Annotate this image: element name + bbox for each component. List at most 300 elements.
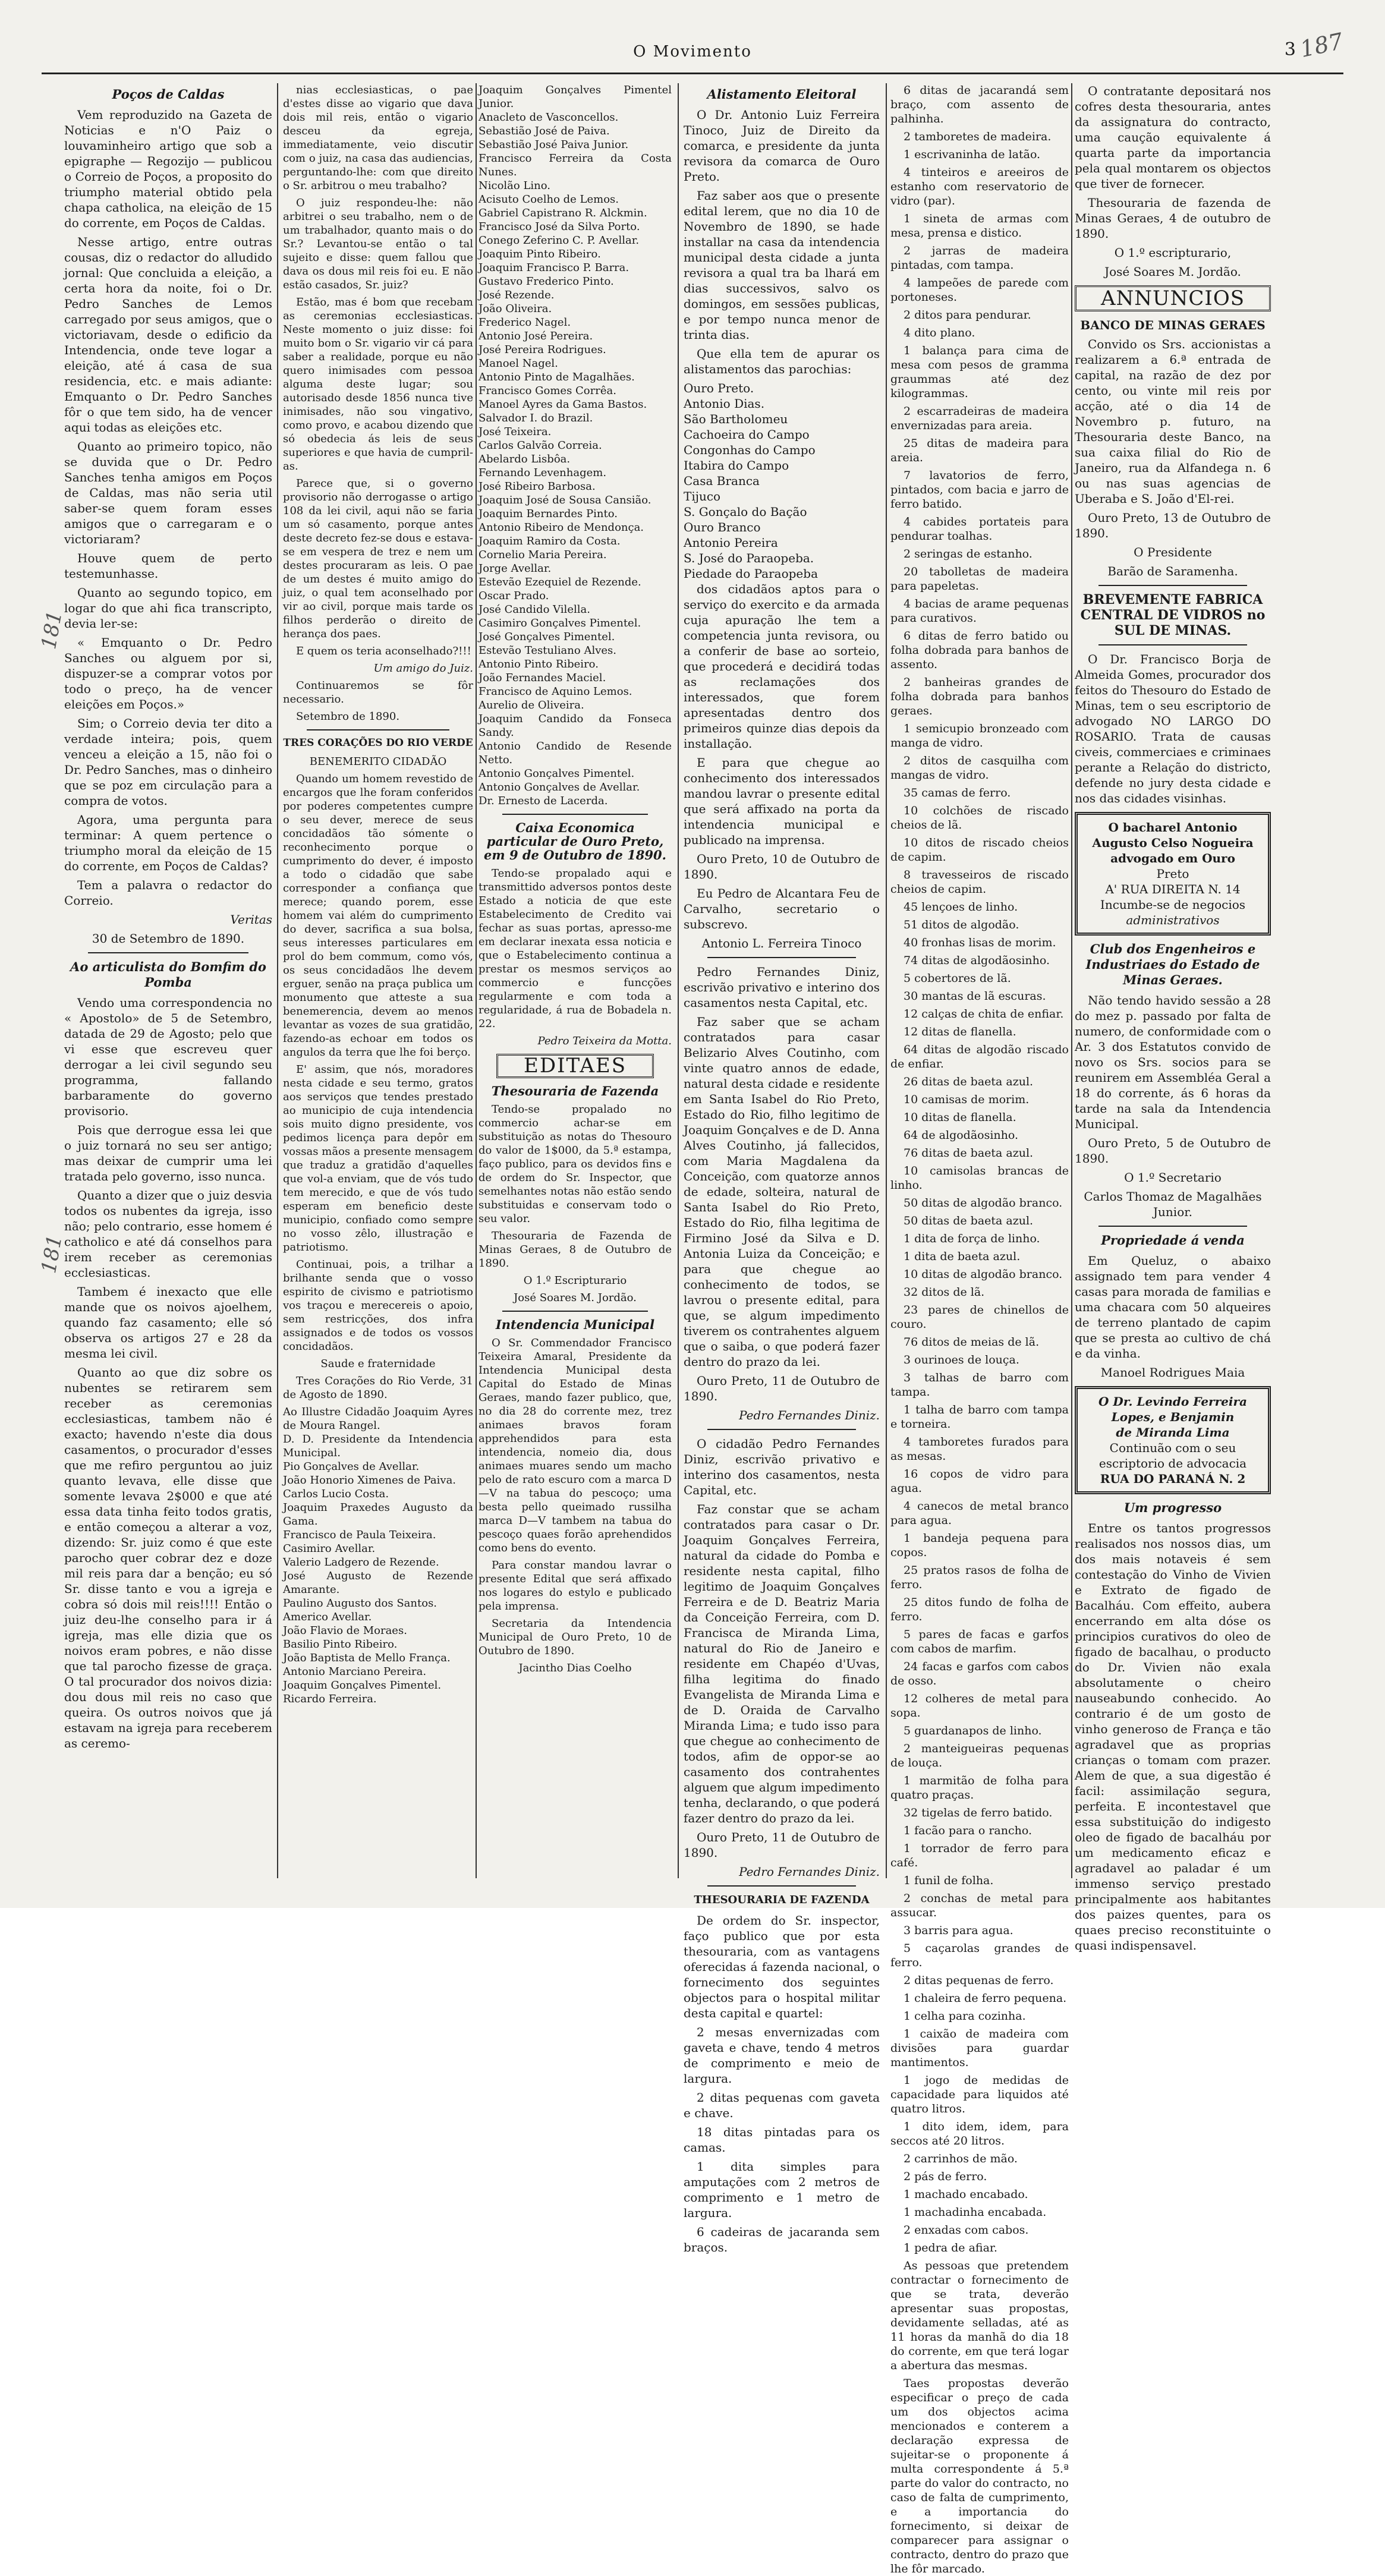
signatory: João Flavio de Moraes.	[283, 1624, 407, 1637]
supply-item: 30 mantas de lã escuras.	[904, 990, 1046, 1003]
signatory: Ao Illustre Cidadão Joaquim Ayres de Moura Rangel.	[283, 1406, 473, 1432]
supply-item: 1 dito idem, idem, para seccos até 20 litros.	[890, 2120, 1069, 2147]
signature: O 1.º escripturario,	[1114, 245, 1232, 260]
supply-item: 10 colchões de riscado cheios de lã.	[890, 804, 1069, 832]
signatory: Oscar Prado.	[479, 590, 549, 602]
paragraph: « Emquanto o Dr. Pedro Sanches ou alguem por si, dispuzer-se a comprar votos por todo o preço, ha de vencer eleições em Poços.»	[64, 635, 272, 711]
paragraph: O juiz respondeu-lhe: não arbitrei o seu trabalho, nem o de um trabalhador, quanto mais o do Sr.? Levantou-se então o tal sujeito e disse: quem fallou que dava os dous mil reis foi eu. E não estão casados, Sr. juiz?	[283, 197, 473, 291]
signatory: João Honorio Ximenes de Paiva.	[283, 1474, 457, 1487]
paragraph: Quando um homem revestido de encargos que lhe foram conferidos por poderes competentes cumpre o seu dever, merece de seus concidadãos tão sómente o reconhecimento porque o cumprimento do dever, é imposto a todo o cidadão que sabe corresponder a confiança que merece; quando porem, esse homem vai além do cumprimento do dever, sacrifica a sua bolsa, seus interesses particulares em prol do bem commum, como vós, os seus concidadãos lhe devem erguer, senão na praça publica um monumento que atteste a sua benemerencia, devem ao menos levantar as vozes de sua gratidão, fazendo-as echoar em todos os angulos da terra que lhe foi berço.	[283, 773, 473, 1059]
paragraph: Ouro Preto, 11 de Outubro de 1890.	[684, 1830, 880, 1860]
divider	[707, 957, 856, 958]
dateline: 30 de Setembro de 1890.	[92, 931, 245, 946]
signatory: Paulino Augusto dos Santos.	[283, 1597, 437, 1610]
paragraph: Quanto a dizer que o juiz desvia todos os nubentes da igreja, isso não; pelo contrario, esse homem é catholico e até dá conselhos para irem receber as ceremonias ecclesiasticas.	[64, 1188, 272, 1280]
parish: São Bartholomeu	[684, 412, 788, 426]
supply-item: 2 seringas de estanho.	[904, 547, 1033, 560]
signatory: Joaquim Praxedes Augusto da Gama.	[283, 1501, 473, 1528]
paragraph: Estão, mas é bom que recebam as ceremonias ecclesiasticas. Neste momento o juiz disse: foi muito bom o Sr. vigario vir cá para saber a realidade, porque eu não quero inimisades com pessoa alguma deste lugar; sou autorisado desde 1856 nunca tive inimisades, não sou vingativo, como provo, e acabou dizendo que só obedecia ás leis de seus superiores e que havia de cumpril-as.	[283, 296, 473, 473]
supply-item: 12 calças de chita de enfiar.	[904, 1007, 1064, 1021]
parish: Antonio Dias.	[684, 396, 765, 411]
supply-item: 51 ditos de algodão.	[904, 918, 1019, 931]
ad-line: administrativos	[1126, 913, 1220, 927]
supply-item: 1 semicupio bronzeado com manga de vidro.	[890, 722, 1069, 750]
parish: Piedade do Paraopeba	[684, 566, 818, 581]
signatory: Joaquim Candido da Fonseca Sandy.	[479, 713, 672, 739]
ad-text: Não tendo havido sessão a 28 do mez p. passado por falta de numero, de conformidade com o Ar. 3 dos Estatutos convido de novo os Srs. socios para se reunirem em Assembléa Geral a 18 do corrente, ás 6 horas da tarde na sala da Intendencia Municipal.	[1075, 993, 1271, 1131]
paragraph: O Sr. Commendador Francisco Teixeira Amaral, Presidente da Intendencia Municipal desta Capital do Estado de Minas Geraes, mando fazer publico, que, no dia 28 do corrente mez, trez animaes bravos foram apprehendidos para esta intendencia, nomeio dia, dous animaes muares sendo um macho pelo de rato escuro com a marca D—V na tabua do pescoço; uma besta pello queimado russilha marca D—V tambem na tabua do pescoço quaes forão aprehendidos como bens do evento.	[479, 1337, 672, 1554]
margin-note: 181	[37, 609, 67, 651]
divider	[707, 1429, 856, 1430]
column-6	[1075, 83, 1271, 1953]
signatory: José Augusto de Rezende Amarante.	[283, 1570, 473, 1596]
paragraph: Quanto ao que diz sobre os nubentes se retirarem sem receber as ceremonias ecclesiasticas, tambem não é exacto; havendo n'este dia dous casamentos, o procurador d'esses que me refiro perguntou ao juiz quanto levava, elle disse que somente levava 2$000 e que até essa data tinha feito todos gratis, e então começou a alterar a voz, dizendo: Sr. juiz como é que este parocho quer cobrar dez e doze mil reis para dar a benção; eu só Sr. disse tanto e vou a igreja e cobra só dois mil reis!!!! Então o juiz deu-lhe conselho para ir á igreja, mas elle dizia que os noivos eram pobres, e não disse que tal parocho fizesse de graça. O tal procurador dos noivos dizia: dou dous mil reis no caso que queira. Os outros noivos que já estavam na igreja para receberem as ceremo-	[64, 1365, 272, 1750]
article-title: TRES CORAÇÕES DO RIO VERDE	[283, 737, 473, 749]
supply-item: 25 ditos fundo de folha de ferro.	[890, 1596, 1069, 1623]
column-3	[479, 83, 672, 1878]
paragraph: Vendo uma correspondencia no « Apostolo» de 5 de Setembro, datada de 29 de Agosto; pelo que vi esse que escreveu quer derrogar a lei civil segundo seu programma, fallando barbaramente do governo provisorio.	[64, 996, 272, 1118]
ad-line: de Miranda Lima	[1116, 1425, 1230, 1440]
divider	[88, 952, 248, 953]
supply-item: 2 ditas pequenas de ferro.	[904, 1974, 1054, 1987]
signatory: Antonio Marciano Pereira.	[283, 1665, 427, 1678]
page-number: 3	[1284, 39, 1296, 60]
paragraph: Para constar mandou lavrar o presente Edital que será affixado nos logares do estylo e publicado pela imprensa.	[479, 1559, 672, 1613]
signatory: João Oliveira.	[479, 303, 552, 315]
supply-item: 7 lavatorios de ferro, pintados, com bacia e jarro de ferro batido.	[890, 469, 1069, 511]
ad-box	[1075, 812, 1271, 936]
signatory: Joaquim Gonçalves Pimentel.	[283, 1679, 442, 1692]
supply-item: 1 escrivaninha de latão.	[904, 148, 1041, 161]
paragraph: Tendo-se propalado aqui e transmittido adversos pontos deste Estado a noticia de que este Estabelecimento de Credito vai fechar as suas portas, apresso-me em declarar inexata essa noticia e que o Estabelecimento continua a prestar os mesmos serviços ao commercio e funcções regularmente e com toda a regularidade, á rua de Bobadela n. 22.	[479, 867, 672, 1030]
article-title: Poços de Caldas	[112, 87, 225, 102]
signatory: Antonio José Pereira.	[479, 330, 593, 342]
signatory: Dr. Ernesto de Lacerda.	[479, 795, 608, 807]
supply-item: 1 machadinha encabada.	[904, 2206, 1047, 2219]
parish: Antonio Pereira	[684, 536, 778, 550]
ad-line: O bacharel Antonio	[1108, 820, 1238, 834]
supply-item: 5 cobertores de lã.	[904, 972, 1011, 985]
supply-item: 2 banheiras grandes de folha dobrada para banhos geraes.	[890, 676, 1069, 717]
divider	[502, 1311, 648, 1312]
signatory: Fernando Levenhagem.	[479, 467, 607, 479]
supply-item: 12 colheres de metal para sopa.	[890, 1692, 1069, 1720]
signatories-list	[283, 1405, 473, 1706]
supply-item: 23 pares de chinellos de couro.	[890, 1303, 1069, 1331]
paragraph: Faz saber aos que o presente edital lerem, que no dia 10 de Novembro de 1890, se hade installar na casa da intendencia municipal desta cidade a junta revisora a qual tra ba lhará em dias successivos, salvo os domingos, em sessões publicas, e por tempo nunca menor de trinta dias.	[684, 188, 880, 342]
paragraph: De ordem do Sr. inspector, faço publico que por esta thesouraria, com as vantagens oferecidas á fazenda nacional, o fornecimento dos seguintes objectos para o hospital militar desta capital e quartel:	[684, 1913, 880, 2020]
signatory: José Ribeiro Barbosa.	[479, 480, 596, 493]
paragraph: E' assim, que nós, moradores nesta cidade e seu termo, gratos aos serviços que tendes prestado ao municipio de cuja intendencia sois muito digno presidente, vos pedimos licença para depôr em vossas mãos a presente mensagem que traduz a gratidão d'aquelles que vol-a enviam, que de vós tudo tem merecido, e que de vós tudo esperam em beneficio deste municipio, confiado como sempre no vosso zêlo, illustração e patriotismo.	[283, 1063, 473, 1254]
supply-item: 2 ditos para pendurar.	[904, 308, 1031, 322]
supply-item: 50 ditas de algodão branco.	[904, 1196, 1063, 1210]
signatory: Francisco de Aquino Lemos.	[479, 685, 632, 698]
signatory: Francisco de Paula Teixeira.	[283, 1529, 436, 1541]
supply-item: 16 copos de vidro para agua.	[890, 1467, 1069, 1495]
supply-item: Taes propostas deverão especificar o preço de cada um dos objectos acima mencionados e conterem a declaração expressa de sujeitar-se o proponente á multa correspondente á 5.ª parte do valor do contracto, no caso de falta de cumprimento, e a importancia do fornecimento, si deixar de comparecer para assignar o contracto, dentro do prazo que lhe fôr marcado.	[890, 2377, 1069, 2575]
supply-item: 4 cabides portateis para pendurar toalhas.	[890, 515, 1069, 543]
supply-item: 1 caixão de madeira com divisões para guardar mantimentos.	[890, 2027, 1069, 2069]
supply-item: 1 balança para cima de mesa com pesos de gramma graummas até dez kilogrammas.	[890, 344, 1069, 400]
signatory: Conego Zeferino C. P. Avellar.	[479, 234, 640, 247]
supply-item: 3 barris para agua.	[904, 1924, 1013, 1937]
paragraph: Quanto ao primeiro topico, não se duvida que o Dr. Pedro Sanches tenha amigos em Poços de Caldas, mas não seria util saber-se quem foram esses amigos que o carregaram e o victoriaram?	[64, 439, 272, 546]
column-1	[64, 83, 272, 1878]
supply-item: 4 dito plano.	[904, 326, 975, 339]
signatory: Francisco José da Silva Porto.	[479, 221, 640, 233]
signature: Pedro Teixeira da Motta.	[537, 1035, 672, 1047]
supply-item: 6 ditas de ferro batido ou folha dobrada para banhos de assento.	[890, 629, 1069, 671]
paragraph: Nesse artigo, entre outras cousas, diz o redactor do alludido jornal: Que concluida a eleição, a certa hora da noite, foi o Dr. Pedro Sanches de Lemos carregado por seus amigos, que o victoriavam, desde o edificio da Intendencia, onde teve logar a eleição, até á casa de sua residencia, etc. e mais adiante: Emquanto o Dr. Pedro Sanches fôr o que tem sido, ha de vencer aqui todas as eleições etc.	[64, 235, 272, 434]
parish: S. José do Paraopeba.	[684, 551, 814, 565]
parish: Ouro Branco	[684, 520, 761, 534]
supply-item: 40 fronhas lisas de morim.	[904, 936, 1056, 949]
ad-line: Continuão com o seu escriptorio de advocacia	[1098, 1441, 1247, 1470]
newspaper-title: O Movimento	[633, 43, 752, 61]
paragraph: 18 ditas pintadas para os camas.	[684, 2125, 880, 2155]
paragraph: E para que chegue ao conhecimento dos interessados mandou lavrar o presente edital que será affixado na porta da intendencia municipal e publicado na imprensa.	[684, 755, 880, 847]
paragraph: O contratante depositará nos cofres desta thesouraria, antes da assignatura do contracto, uma caução equivalente á quarta parte da importancia pela qual montarem os objectos que tiver de fornecer.	[1075, 84, 1271, 191]
supply-item: 2 conchas de metal para assucar.	[890, 1892, 1069, 1919]
paragraph: Que ella tem de apurar os alistamentos das parochias:	[684, 347, 880, 376]
handwritten-note: 187	[1298, 27, 1346, 63]
paragraph: 1 dita simples para amputações com 2 metros de comprimento e 1 metro de largura.	[684, 2159, 880, 2220]
divider	[707, 1885, 856, 1887]
supply-item: 32 tigelas de ferro batido.	[904, 1806, 1053, 1819]
column-rule	[678, 83, 679, 1878]
signatory: Francisco Ferreira da Costa Nunes.	[479, 152, 672, 178]
paragraph: Quanto ao segundo topico, em logar do que ahi fica transcripto, devia ler-se:	[64, 585, 272, 631]
ad-text: Entre os tantos progressos realisados nos nossos dias, um dos mais notaveis é sem contestação do Vinho de Vivien e Extrato de figado de Bacalháu. Com effeito, aubera encerrando em alta dóse os principios curativos do oleo de figado de bacalhau, o producto do Dr. Vivien não exala absolutamente o cheiro nauseabundo conhecido. Ao contrario é de um gosto de vinho generoso de França e tão agradavel que as proprias crianças o tomam com prazer. Alem de que, a sua digestão é facil: assimilação segura, perfeita. E incontestavel que essa substituição do indigesto oleo de figado de bacalháu por um medicamento eficaz e agradavel ao paladar é um immenso serviço prestado principalmente aos habitantes dos paizes quentes, para os quaes preciso reconstituinte o quasi indispensavel.	[1075, 1521, 1271, 1953]
divider	[1098, 1226, 1247, 1227]
supply-item: 50 ditas de baeta azul.	[904, 1214, 1034, 1227]
supply-item: 2 ditos de casquilha com mangas de vidro.	[890, 754, 1069, 782]
signature: Veritas	[230, 912, 272, 927]
signatory: Antonio Ribeiro de Mendonça.	[479, 521, 644, 534]
signatory: Joaquim Francisco P. Barra.	[479, 262, 629, 274]
supply-item: 25 pratos rasos de folha de ferro.	[890, 1564, 1069, 1591]
signatory: Antonio Gonçalves Pimentel.	[479, 767, 635, 780]
signatories-list	[479, 83, 672, 808]
paragraph: Thesouraria de Fazenda de Minas Geraes, 8 de Outubro de 1890.	[479, 1230, 672, 1270]
paragraph: O Dr. Antonio Luiz Ferreira Tinoco, Juiz de Direito da comarca, e presidente da junta revisora da comarca de Ouro Preto.	[684, 108, 880, 184]
paragraph: 6 cadeiras de jacaranda sem braços.	[684, 2225, 880, 2254]
supply-item: 1 funil de folha.	[904, 1874, 994, 1887]
ad-text: Em Queluz, o abaixo assignado tem para vender 4 casas para morada de familias e uma chacara com 50 alqueires de terreno plantado de capim que se presta ao cultivo de chá e da vinha.	[1075, 1254, 1271, 1361]
signatory: Casimiro Gonçalves Pimentel.	[479, 617, 641, 629]
signatory: D. D. Presidente da Intendencia Municipal.	[283, 1433, 473, 1459]
signatory: Salvador I. do Brazil.	[479, 412, 593, 424]
supply-item: 25 ditas de madeira para areia.	[890, 437, 1069, 464]
supply-item: 1 facão para o rancho.	[904, 1824, 1033, 1837]
supply-item: 1 bandeja pequena para copos.	[890, 1532, 1069, 1559]
signatory: Acisuto Coelho de Lemos.	[479, 193, 619, 206]
signatory: Joaquim Bernardes Pinto.	[479, 508, 618, 520]
ad-text: O Dr. Francisco Borja de Almeida Gomes, procurador dos feitos do Thesouro do Estado de Minas, tem o seu escriptorio de advogado NO LARGO DO ROSARIO. Trata de causas civeis, commerciaes e criminaes perante a Relação do districto, defende no jury desta cidade e nos das cidades visinhas.	[1075, 652, 1271, 805]
signatory: Valerio Ladgero de Rezende.	[283, 1556, 439, 1569]
signature: O 1.º Escripturario	[523, 1274, 627, 1287]
closing: Saude e fraternidade	[320, 1358, 436, 1370]
parish: Congonhas do Campo	[684, 443, 816, 457]
signatory: Joaquim Ramiro da Costa.	[479, 535, 621, 547]
paragraph: Parece que, si o governo provisorio não derrogasse o artigo 108 da lei civil, aqui não se faria um só casamento, porque antes deste decreto fez-se dous e estava-se em vespera de trez e nem um destes procuraram as leis. O pae de um destes é muito amigo do juiz, o qual tem aconselhado por vir ao civil, porque mais tarde os filhos perderão o direito de herança dos paes.	[283, 477, 473, 640]
signatory: Joaquim Gonçalves Pimentel Junior.	[479, 84, 672, 110]
supply-item: 6 ditas de jacarandá sem braço, com assento de palhinha.	[890, 84, 1069, 125]
supply-item: 76 ditos de meias de lã.	[904, 1336, 1040, 1349]
article-title: Intendencia Municipal	[495, 1317, 655, 1332]
margin-note: 181	[37, 1233, 67, 1276]
parish: Tijuco	[684, 489, 721, 503]
supply-item: 1 dita de baeta azul.	[904, 1250, 1021, 1263]
paragraph: Pois que derrogue essa lei que o juiz tornará no seu ser antigo; mas deixar de cumprir uma lei tratada pelo governo, isso nunca.	[64, 1123, 272, 1183]
ad-line: RUA DO PARANÁ N. 2	[1100, 1472, 1246, 1486]
ad-title: Club dos Engenheiros e Industriaes do Estado de Minas Geraes.	[1085, 941, 1260, 987]
supply-item: As pessoas que pretendem contractar o fornecimento de que se trata, deverão apresentar suas propostas, devidamente selladas, até as 11 horas da manhã do dia 18 do corrente, em que terá logar a abertura das mesmas.	[890, 2259, 1069, 2372]
ad-line: A' RUA DIREITA N. 14	[1105, 882, 1241, 896]
supply-item: 4 canecos de metal branco para agua.	[890, 1500, 1069, 1527]
signatory: Estevão Ezequiel de Rezende.	[479, 576, 641, 588]
paragraph: Continuai, pois, a trilhar a brilhante senda que o vosso espirito de civismo e patriotismo vos traçou e merecereis o apoio, sem restricções, dos infra assignados e de todos os vossos concidadãos.	[283, 1258, 473, 1353]
signatory: Francisco Gomes Corrêa.	[479, 385, 616, 397]
supply-item: 5 caçarolas grandes de ferro.	[890, 1942, 1069, 1969]
supply-item: 26 ditas de baeta azul.	[904, 1075, 1034, 1088]
supply-item: 10 camisolas brancas de linho.	[890, 1164, 1069, 1192]
paragraph: Agora, uma pergunta para terminar: A quem pertence o triumpho moral da eleição de 15 do corrente, em Poços de Caldas?	[64, 813, 272, 873]
supply-item: 5 guardanapos de linho.	[904, 1724, 1042, 1737]
section-header-annuncios: ANNUNCIOS	[1075, 285, 1271, 311]
signatory: Gabriel Capistrano R. Alckmin.	[479, 207, 647, 219]
signatory: José Rezende.	[479, 289, 555, 301]
column-rule	[476, 83, 477, 1878]
signatory: Anacleto de Vasconcellos.	[479, 111, 619, 124]
supply-item: 1 torrador de ferro para café.	[890, 1842, 1069, 1869]
supply-item: 20 tabolletas de madeira para papeletas.	[890, 565, 1069, 593]
paragraph: Tendo-se propalado no commercio achar-se em substituição as notas do Thesouro do valor de 1$000, da 5.ª estampa, faço publico, para os devidos fins e de ordem do Sr. Inspector, que semelhantes notas não estão sendo substituidas e conservam todo o seu valor.	[479, 1103, 672, 1225]
signatory: Jorge Avellar.	[479, 562, 552, 575]
supply-item: 1 talha de barro com tampa e torneira.	[890, 1403, 1069, 1431]
paragraph: Sim; o Correio devia ter dito a verdade inteira; pois, quem venceu a eleição a 15, não foi o Dr. Pedro Sanches, mas o dinheiro que se poz em circulação para a compra de votos.	[64, 716, 272, 808]
divider	[307, 729, 449, 730]
signatory: João Baptista de Mello França.	[283, 1652, 451, 1664]
parish: Casa Branca	[684, 474, 760, 488]
signatory: Carlos Lucio Costa.	[283, 1488, 389, 1500]
ad-line: O Dr. Levindo Ferreira Lopes, e Benjamin	[1098, 1394, 1247, 1424]
signatory: Carlos Galvão Correia.	[479, 439, 602, 452]
column-5	[890, 83, 1069, 2575]
signature: O Presidente	[1134, 545, 1212, 559]
column-rule	[886, 83, 887, 1878]
signatory: João Fernandes Maciel.	[479, 672, 606, 684]
divider	[1098, 644, 1247, 645]
ad-title: BREVEMENTE FABRICA CENTRAL DE VIDROS no SUL DE MINAS.	[1080, 592, 1266, 638]
supply-item: 4 tinteiros e areeiros de estanho com reservatorio de vidro (par).	[890, 166, 1069, 207]
signature: Barão de Saramenha.	[1107, 564, 1238, 578]
signatory: Casimiro Avellar.	[283, 1542, 376, 1555]
signature: Manoel Rodrigues Maia	[1100, 1365, 1245, 1380]
supply-item: 64 de algodãosinho.	[904, 1129, 1019, 1142]
signatory: Ricardo Ferreira.	[283, 1693, 377, 1705]
parish: Ouro Preto.	[684, 381, 754, 395]
column-2	[283, 83, 473, 1878]
paragraph: 2 mesas envernizadas com gaveta e chave, tendo 4 metros de comprimento e meio de largura.	[684, 2025, 880, 2086]
dateline: Ouro Preto, 5 de Outubro de 1890.	[1075, 1136, 1271, 1166]
supply-item: 74 ditas de algodãosinho.	[904, 954, 1050, 967]
paragraph: E quem os teria aconselhado?!!!	[296, 645, 471, 657]
supply-item: 3 talhas de barro com tampa.	[890, 1371, 1069, 1399]
signatory: José Pereira Rodrigues.	[479, 344, 606, 356]
column-rule	[277, 83, 278, 1878]
signatory: Joaquim José de Sousa Cansião.	[479, 494, 651, 506]
signatory: Joaquim Pinto Ribeiro.	[479, 248, 601, 260]
paragraph: 2 ditas pequenas com gaveta e chave.	[684, 2090, 880, 2120]
supply-item: 2 tamboretes de madeira.	[904, 130, 1052, 143]
signatory: Frederico Nagel.	[479, 316, 571, 329]
signatory: Pio Gonçalves de Avellar.	[283, 1460, 420, 1473]
paragraph: Secretaria da Intendencia Municipal de Ouro Preto, 10 de Outubro de 1890.	[479, 1617, 672, 1657]
parish: S. Gonçalo do Bação	[684, 505, 807, 519]
paragraph: nias ecclesiasticas, o pae d'estes disse ao vigario que dava dois mil reis, então o vigario desceu da egreja, immediatamente, veio discutir com o juiz, na casa das audiencias, perguntando-lhe: com que direito o Sr. arbitrou o meu trabalho?	[283, 84, 473, 192]
signature: José Soares M. Jordão.	[1104, 264, 1241, 279]
signatory: Antonio Pinto Ribeiro.	[479, 658, 599, 670]
signatory: Aurelio de Oliveira.	[479, 699, 584, 711]
supply-item: 45 lençoes de linho.	[904, 900, 1018, 914]
signature: José Soares M. Jordão.	[514, 1292, 637, 1304]
supply-item: 10 ditos de riscado cheios de capim.	[890, 836, 1069, 864]
paragraph: Tambem é inexacto que elle mande que os noivos ajoelhem, quando faz casamento; elle só observa os artigos 27 e 28 da mesma lei civil.	[64, 1284, 272, 1361]
supply-item: 5 pares de facas e garfos com cabos de marfim.	[890, 1628, 1069, 1655]
signatory: Antonio Pinto de Magalhães.	[479, 371, 635, 383]
dateline: Ouro Preto, 13 de Outubro de 1890.	[1075, 511, 1271, 540]
supply-item: 1 jogo de medidas de capacidade para liquidos até quatro litros.	[890, 2074, 1069, 2115]
paragraph: Eu Pedro de Alcantara Feu de Carvalho, secretario o subscrevo.	[684, 886, 880, 931]
paragraph: Vem reproduzido na Gazeta de Noticias e n'O Paiz o louvaminheiro artigo que sob a epigraphe — Regozijo — publicou o Correio de Poços, a proposito do triumpho material obtido pela chapa catholica, na eleição de 15 do corrente, em Poços de Caldas.	[64, 108, 272, 230]
supply-item: 2 jarras de madeira pintadas, com tampa.	[890, 244, 1069, 272]
signatory: Manoel Ayres da Gama Bastos.	[479, 398, 647, 411]
supply-item: 1 dita de força de linho.	[904, 1232, 1040, 1245]
ad-title: BANCO DE MINAS GERAES	[1080, 318, 1266, 332]
paragraph: Ouro Preto, 11 de Outubro de 1890.	[684, 1374, 880, 1403]
paragraph: Thesouraria de fazenda de Minas Geraes, 4 de outubro de 1890.	[1075, 196, 1271, 241]
article-title: Ao articulista do Bomfim do Pomba	[70, 959, 266, 990]
paragraph: dos cidadãos aptos para o serviço do exercito e da armada cuja apuração lhe tem a competencia junta revisora, ou a conferir de base ao sorteio, que procederá e decidirá todas as reclamações dos interessados, que forem apresentadas dentro dos primeiros quinze dias depois da installação.	[684, 582, 880, 751]
supply-item: 2 carrinhos de mão.	[904, 2152, 1018, 2165]
signatory: Sebastião José Paiva Junior.	[479, 138, 629, 151]
supply-item: 10 camisas de morim.	[904, 1093, 1030, 1106]
signatory: Americo Avellar.	[283, 1611, 372, 1623]
divider	[502, 814, 648, 815]
paragraph: Houve quem de perto testemunhasse.	[64, 551, 272, 581]
article-title: Alistamento Eleitoral	[707, 87, 857, 102]
supply-item: 4 bacias de arame pequenas para curativos.	[890, 597, 1069, 625]
supply-item: 12 ditas de flanella.	[904, 1025, 1016, 1038]
article-subtitle: BENEMERITO CIDADÃO	[309, 755, 447, 768]
supply-item: 24 facas e garfos com cabos de osso.	[890, 1660, 1069, 1687]
signature: Jacintho Dias Coelho	[518, 1662, 632, 1674]
supply-item: 32 ditos de lã.	[904, 1286, 985, 1299]
paragraph: Tem a palavra o redactor do Correio.	[64, 878, 272, 908]
paragraph: Faz constar que se acham contratados para casar o Dr. Joaquim Gonçalves Ferreira, natural da cidade do Pomba e residente nesta capital, filho legitimo de Joaquim Gonçalves Ferreira e de D. Beatriz Maria da Conceição Ferreira, com D. Francisca de Miranda Lima, natural do Rio de Janeiro e residente em Chapéo d'Uvas, filha legitima do finado Evangelista de Miranda Lima e de D. Oraida de Carvalho Miranda Lima; e tudo isso para que chegue ao conhecimento de todos, afim de oppor-se ao casamento dos contrahentes alguem que algum impedimento tenha, declarando, o que poderá fazer dentro do prazo da lei.	[684, 1502, 880, 1825]
article-title: THESOURARIA DE FAZENDA	[694, 1894, 870, 1906]
signatory: José Candido Vilella.	[479, 603, 590, 616]
supply-item: 1 pedra de afiar.	[904, 2241, 997, 2254]
parish: Cachoeira do Campo	[684, 427, 810, 442]
masthead-rule	[42, 73, 1343, 74]
supply-item: 1 celha para cozinha.	[904, 2010, 1026, 2023]
ad-line: Preto	[1156, 867, 1189, 881]
ad-title: Um progresso	[1123, 1500, 1222, 1515]
supply-item: 2 pás de ferro.	[904, 2170, 987, 2183]
signatory: Basilio Pinto Ribeiro.	[283, 1638, 398, 1651]
supply-item: 1 machado encabado.	[904, 2188, 1028, 2201]
supply-item: 2 manteigueiras pequenas de louça.	[890, 1742, 1069, 1769]
ad-line: Augusto Celso Nogueira advogado em Ouro	[1092, 836, 1254, 865]
divider	[1098, 585, 1247, 586]
supply-item: 10 ditas de algodão branco.	[904, 1268, 1063, 1281]
ad-box	[1075, 1386, 1271, 1494]
paragraph: Continuaremos se fôr necessario.	[283, 679, 473, 706]
ad-text: Convido os Srs. accionistas a realizarem a 6.ª entrada de capital, na razão de dez por cento, ou vinte mil reis por acção, até o dia 14 de Novembro p. futuro, na Thesouraria deste Banco, na sua caixa filial do Rio de Janeiro, rua da Alfandega n. 6 ou nas suas agencias de Uberaba e S. João d'El-rei.	[1075, 337, 1271, 506]
paragraph: Faz saber que se acham contratados para casar Belizario Alves Coutinho, com vinte quatro annos de edade, natural desta cidade e residente em Santa Isabel do Rio Preto, Estado do Rio, filho legitimo de Joaquim Gonçalves e de D. Anna Alves Coutinho, já fallecidos, com Maria Magdalena da Conceição, com quatorze annos de edade, solteira, natural de Santa Isabel do Rio Preto, Estado do Rio, filha legitima de Firmino José da Silva e D. Antonia Luiza da Conceição; e para que chegue ao conhecimento de todos, se lavrou o presente edital, para que, se algum impedimento tiverem os contrahentes alguem que o saiba, o que poderá fazer dentro do prazo da lei.	[684, 1015, 880, 1369]
supply-item: 4 tamboretes furados para as mesas.	[890, 1435, 1069, 1463]
signatory: José Gonçalves Pimentel.	[479, 631, 615, 643]
dateline: Setembro de 1890.	[296, 710, 400, 723]
supply-item: 1 sineta de armas com mesa, prensa e distico.	[890, 212, 1069, 240]
signatory: Gustavo Frederico Pinto.	[479, 275, 614, 288]
signatory: Abelardo Lisbôa.	[479, 453, 571, 465]
article-title: Caixa Economica particular de Ouro Preto, em 9 de Outubro de 1890.	[484, 820, 666, 862]
parish-list	[684, 380, 880, 581]
signature: O 1.º Secretario	[1124, 1170, 1222, 1185]
signatory: Sebastião José de Paiva.	[479, 125, 610, 137]
signatory: José Teixeira.	[479, 426, 552, 438]
supply-item: 8 travesseiros de riscado cheios de capim.	[890, 868, 1069, 896]
ad-title: Propriedade á venda	[1101, 1233, 1245, 1248]
dateline: Tres Corações do Rio Verde, 31 de Agosto de 1890.	[283, 1375, 473, 1401]
supply-item: 3 ourinoes de louça.	[904, 1353, 1019, 1366]
signatory: Antonio Candido de Resende Netto.	[479, 740, 672, 766]
supply-item: 1 marmitão de folha para quatro praças.	[890, 1774, 1069, 1802]
paragraph: O cidadão Pedro Fernandes Diniz, escrivão privativo e interino dos casamentos, nesta Capital, etc.	[684, 1437, 880, 1497]
supply-item: 35 camas de ferro.	[904, 786, 1011, 799]
paragraph: Ouro Preto, 10 de Outubro de 1890.	[684, 852, 880, 881]
signature: Um amigo do Juiz.	[373, 662, 473, 675]
parish: Itabira do Campo	[684, 458, 789, 473]
paragraph: Pedro Fernandes Diniz, escrivão privativo e interino dos casamentos nesta Capital, etc.	[684, 965, 880, 1010]
signature: Carlos Thomaz de Magalhães Junior.	[1084, 1189, 1262, 1219]
column-4	[684, 83, 880, 2254]
section-header-editaes: EDITAES	[496, 1054, 654, 1078]
signature: Pedro Fernandes Diniz.	[739, 1865, 880, 1879]
column-rule	[1071, 83, 1072, 1878]
supply-item: 76 ditas de baeta azul.	[904, 1147, 1034, 1160]
signatory: Nicolão Lino.	[479, 179, 551, 192]
signatory: Manoel Nagel.	[479, 357, 558, 370]
signature: Antonio L. Ferreira Tinoco	[701, 936, 862, 950]
supply-item: 10 ditas de flanella.	[904, 1111, 1016, 1124]
article-title: Thesouraria de Fazenda	[491, 1084, 659, 1098]
signatory: Cornelio Maria Pereira.	[479, 549, 607, 561]
supply-item: 2 escarradeiras de madeira envernizadas para areia.	[890, 405, 1069, 432]
signatory: Antonio Gonçalves de Avellar.	[479, 781, 640, 793]
supply-item: 2 enxadas com cabos.	[904, 2224, 1029, 2237]
supply-item: 1 chaleira de ferro pequena.	[904, 1992, 1067, 2005]
masthead	[42, 27, 1346, 73]
supply-item: 4 lampeões de parede com portoneses.	[890, 276, 1069, 304]
ad-line: Incumbe-se de negocios	[1100, 897, 1246, 912]
signature: Pedro Fernandes Diniz.	[739, 1408, 880, 1422]
signatory: Estevão Testuliano Alves.	[479, 644, 616, 657]
supply-item: 64 ditas de algodão riscado de enfiar.	[890, 1043, 1069, 1070]
